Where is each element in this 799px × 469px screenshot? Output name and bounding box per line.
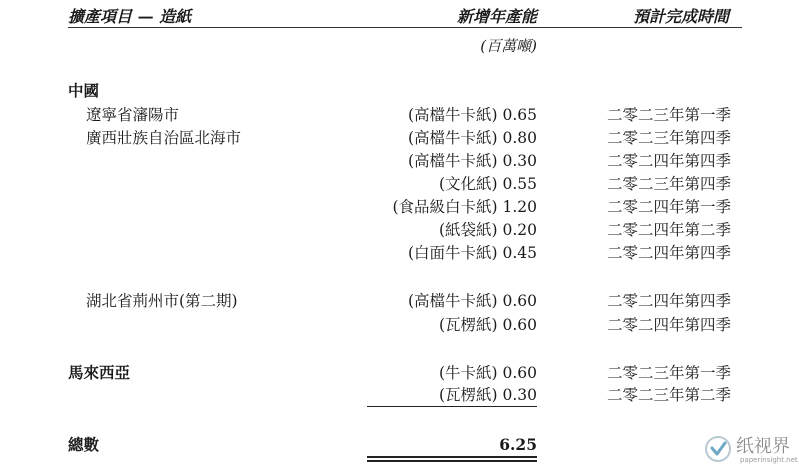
table-row (0, 219, 799, 241)
header-divider (68, 27, 742, 28)
table-row (0, 290, 799, 312)
completion-time: 二零二四年第四季 (606, 316, 731, 334)
table-row (0, 362, 799, 384)
total-double-rule-top (367, 456, 537, 458)
completion-time: 二零二三年第一季 (606, 106, 731, 124)
completion-time: 二零二三年第四季 (606, 129, 731, 147)
watermark-url: paperinsight.net (740, 456, 798, 464)
unit-label: (百萬噸) (480, 37, 537, 55)
capacity-value: (瓦楞紙) 0.60 (438, 316, 537, 334)
table-row (0, 127, 799, 149)
header-capacity-label: 新增年產能 (456, 7, 537, 26)
capacity-value: (瓦楞紙) 0.30 (438, 386, 537, 404)
watermark-text: 纸视界 (736, 436, 790, 457)
location-name: 湖北省荊州市(第二期) (86, 292, 238, 310)
capacity-value: (牛卡紙) 0.60 (438, 364, 537, 382)
completion-time: 二零二三年第二季 (606, 386, 731, 404)
table-row (0, 242, 799, 264)
completion-time: 二零二四年第四季 (606, 152, 731, 170)
total-double-rule-bottom (367, 460, 537, 462)
completion-time: 二零二三年第一季 (606, 364, 731, 382)
capacity-value: (高檔牛卡紙) 0.80 (407, 129, 537, 147)
total-value: 6.25 (499, 435, 537, 454)
location-name: 廣西壯族自治區北海市 (86, 129, 242, 147)
header-project-label: 擴產項目 — 造紙 (68, 7, 192, 26)
completion-time: 二零二四年第一季 (606, 198, 731, 216)
table-row (0, 384, 799, 406)
capacity-value: (文化紙) 0.55 (438, 175, 537, 193)
region-name: 馬來西亞 (68, 363, 131, 382)
subtotal-rule (367, 406, 537, 407)
completion-time: 二零二四年第二季 (606, 221, 731, 239)
watermark (700, 432, 798, 468)
capacity-value: (高檔牛卡紙) 0.30 (407, 152, 537, 170)
capacity-value: (食品級白卡紙) 1.20 (392, 198, 537, 216)
total-label: 總數 (68, 435, 100, 454)
completion-time: 二零二四年第四季 (606, 244, 731, 262)
table-row (0, 173, 799, 195)
section-china (0, 80, 799, 102)
capacity-value: (紙袋紙) 0.20 (438, 221, 537, 239)
table-row (0, 150, 799, 172)
location-name: 遼寧省瀋陽市 (86, 106, 180, 124)
table-row (0, 314, 799, 336)
total-row (0, 434, 799, 456)
region-name: 中國 (68, 81, 100, 100)
capacity-value: (白面牛卡紙) 0.45 (407, 244, 537, 262)
capacity-value: (高檔牛卡紙) 0.65 (407, 106, 537, 124)
capacity-value: (高檔牛卡紙) 0.60 (407, 292, 537, 310)
table-row (0, 196, 799, 218)
header-time-label: 預計完成時間 (632, 7, 729, 26)
table-row (0, 104, 799, 126)
watermark-logo-icon (704, 434, 732, 464)
completion-time: 二零二四年第四季 (606, 292, 731, 310)
completion-time: 二零二三年第四季 (606, 175, 731, 193)
